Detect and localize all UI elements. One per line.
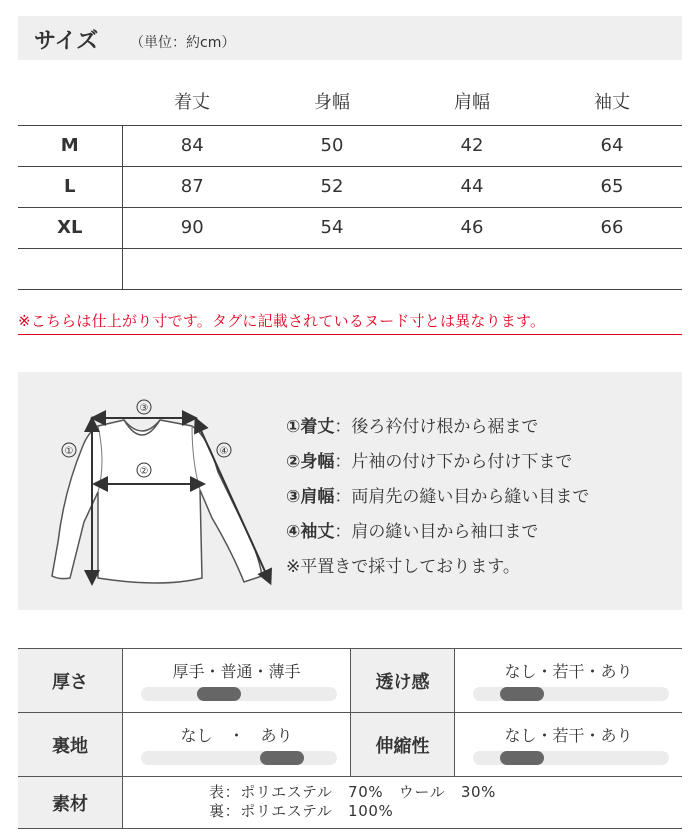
row-size-label: XL — [18, 207, 122, 248]
unit-label: （単位：約cm） — [130, 35, 236, 51]
stretch-bar — [473, 751, 669, 765]
column-header: 着丈 — [122, 78, 262, 125]
attribute-row — [18, 649, 682, 713]
lining-bar-fill — [260, 751, 304, 765]
thickness-bar — [141, 687, 337, 701]
lining-label: 裏地 — [18, 713, 122, 776]
attribute-row — [18, 777, 682, 829]
table-cell: 44 — [402, 166, 542, 207]
table-cell: 46 — [402, 207, 542, 248]
table-cell: 90 — [122, 207, 262, 248]
size-table-header — [18, 78, 682, 125]
thickness-bar-fill — [197, 687, 241, 701]
thickness-options: 厚手・普通・薄手 — [172, 662, 301, 681]
size-table — [18, 78, 682, 290]
legend-label: ①着丈 — [286, 417, 335, 437]
attribute-row — [18, 713, 682, 777]
sheer-options: なし・若干・あり — [504, 662, 633, 681]
column-header: 袖丈 — [542, 78, 682, 125]
legend-label: ②身幅 — [286, 452, 335, 472]
sheer-label: 透け感 — [350, 649, 454, 712]
measurement-guide — [18, 372, 682, 610]
row-size-label: M — [18, 125, 122, 166]
table-cell: 65 — [542, 166, 682, 207]
sheer-bar-fill — [500, 687, 544, 701]
size-note: ※こちらは仕上がり寸です。タグに記載されているヌード寸とは異なります。 — [18, 312, 546, 330]
lining-options: なし ・ あり — [180, 726, 293, 745]
legend-desc: ：両肩先の縫い目から縫い目まで — [334, 487, 590, 507]
column-header: 身幅 — [262, 78, 402, 125]
legend-desc: ：後ろ衿付け根から裾まで — [334, 417, 539, 437]
shirt-diagram-icon — [32, 392, 282, 602]
column-header: 肩幅 — [402, 78, 542, 125]
legend-item — [286, 515, 589, 550]
legend-item — [286, 410, 589, 445]
material-value — [122, 777, 682, 828]
thickness-value — [122, 649, 350, 712]
table-cell: 52 — [262, 166, 402, 207]
material-line: 裏：ポリエステル 100% — [209, 802, 394, 820]
header-corner — [18, 78, 122, 125]
table-cell: 50 — [262, 125, 402, 166]
legend-footnote: ※平置きで採寸しております。 — [286, 557, 520, 577]
legend-label: ③肩幅 — [286, 487, 335, 507]
table-cell: 84 — [122, 125, 262, 166]
table-row-empty — [18, 248, 682, 289]
marker-1: ① — [64, 446, 74, 457]
material-line: 表：ポリエステル 70% ウール 30% — [209, 783, 497, 801]
legend-item — [286, 445, 589, 480]
title-bar — [18, 16, 682, 60]
attribute-table — [18, 648, 682, 829]
stretch-label: 伸縮性 — [350, 713, 454, 776]
legend-desc: ：肩の縫い目から袖口まで — [334, 522, 539, 542]
legend-item — [286, 480, 589, 515]
measurement-legend — [286, 410, 589, 585]
legend-desc: ：片袖の付け下から付け下まで — [334, 452, 573, 472]
table-cell: 64 — [542, 125, 682, 166]
row-size-label-empty — [18, 248, 122, 289]
stretch-bar-fill — [500, 751, 544, 765]
table-cell: 42 — [402, 125, 542, 166]
table-cell: 66 — [542, 207, 682, 248]
material-label: 素材 — [18, 777, 122, 828]
thickness-label: 厚さ — [18, 649, 122, 712]
lining-value — [122, 713, 350, 776]
legend-label: ④袖丈 — [286, 522, 335, 542]
sheer-bar — [473, 687, 669, 701]
stretch-value — [454, 713, 682, 776]
marker-4: ④ — [219, 446, 229, 457]
lining-bar — [141, 751, 337, 765]
table-cell-empty — [122, 248, 682, 289]
marker-3: ③ — [139, 403, 149, 414]
note-underline — [18, 334, 682, 335]
marker-2: ② — [139, 466, 149, 477]
sheer-value — [454, 649, 682, 712]
table-row — [18, 125, 682, 166]
table-cell: 87 — [122, 166, 262, 207]
row-size-label: L — [18, 166, 122, 207]
table-cell: 54 — [262, 207, 402, 248]
stretch-options: なし・若干・あり — [504, 726, 633, 745]
page-title: サイズ — [34, 29, 99, 54]
table-row — [18, 207, 682, 248]
table-row — [18, 166, 682, 207]
